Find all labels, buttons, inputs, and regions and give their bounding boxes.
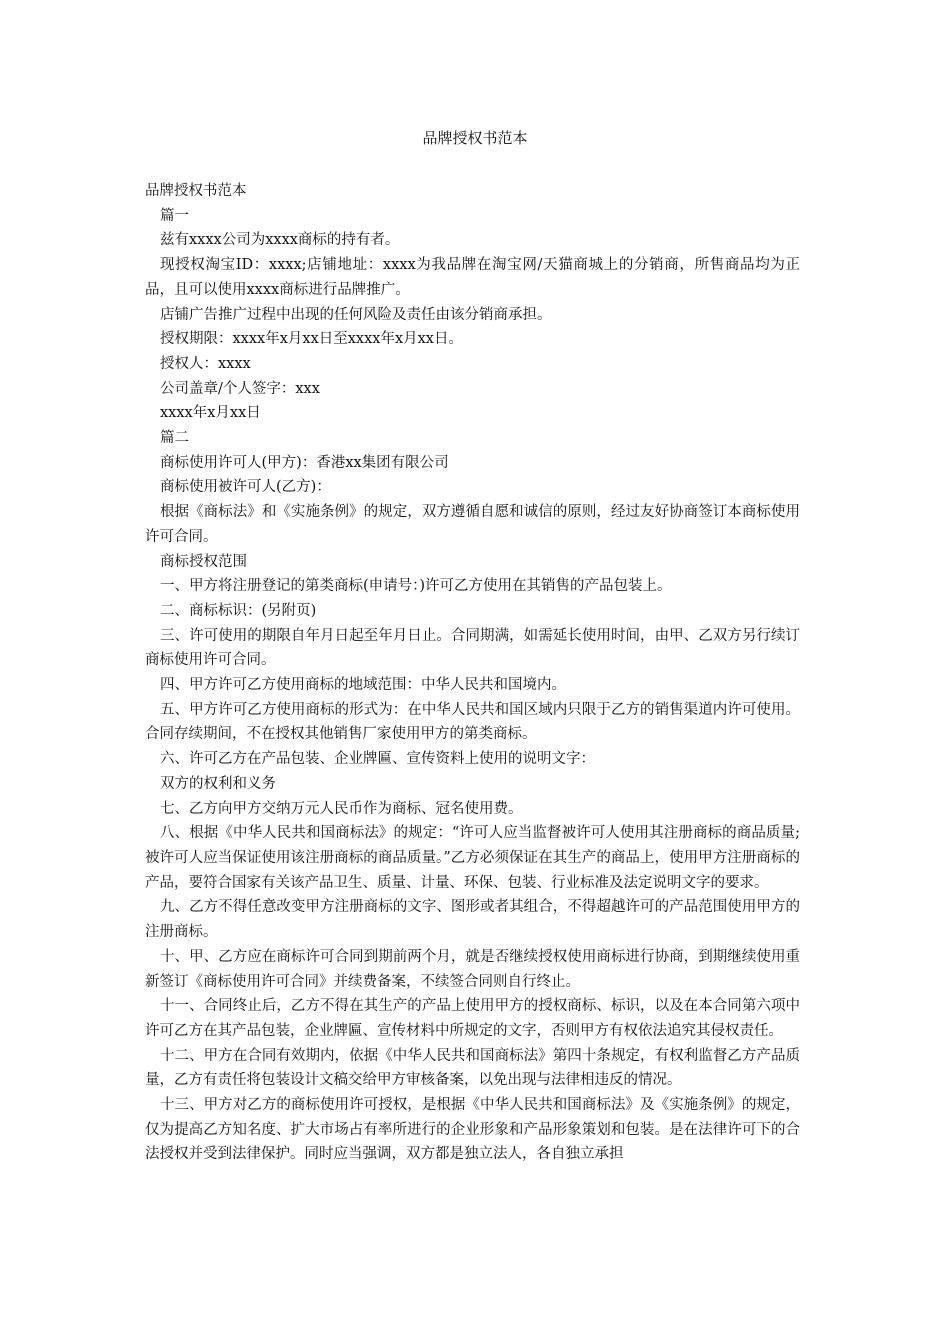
paragraph: xxxx年x月xx日: [160, 405, 261, 422]
paragraph: 商标授权范围: [160, 553, 247, 570]
paragraph: 商标使用被许可人(乙方)：: [160, 479, 331, 496]
document-body: [145, 179, 800, 1167]
paragraph: 根据《商标法》和《实施条例》的规定，双方遵循自愿和诚信的原则，经过友好协商签订本商标使用许可合同。: [145, 504, 800, 545]
paragraph: 二、商标标识：(另附页): [160, 602, 317, 619]
paragraph: 公司盖章/个人签字：xxx: [160, 380, 320, 397]
paragraph: 四、甲方许可乙方使用商标的地域范围：中华人民共和国境内。: [160, 677, 566, 694]
paragraph: 篇二: [160, 430, 189, 447]
paragraph: 现授权淘宝ID：xxxx;店铺地址：xxxx为我品牌在淘宝网/天猫商城上的分销商，所售商品均为正品，且可以使用xxxx商标进行品牌推广。: [145, 257, 800, 298]
paragraph: 六、许可乙方在产品包装、企业牌匾、宣传资料上使用的说明文字：: [160, 751, 595, 768]
paragraph: 八、根据《中华人民共和国商标法》的规定：“许可人应当监督被许可人使用其注册商标的商品质量;被许可人应当保证使用该注册商标的商品质量。”乙方必须保证在其生产的商品上，使用甲方注册商标的产品，要符合国家有关该产品卫生、质量、计量、环保、包装、行业标准及法定说明文字的要求。: [145, 825, 800, 891]
paragraph: 店铺广告推广过程中出现的任何风险及责任由该分销商承担。: [160, 306, 552, 323]
paragraph: 授权人：xxxx: [160, 355, 251, 372]
document-title: 品牌授权书范本: [422, 129, 528, 147]
paragraph: 五、甲方许可乙方使用商标的形式为：在中华人民共和国区域内只限于乙方的销售渠道内许可使用。合同存续期间，不在授权其他销售厂家使用甲方的第类商标。: [145, 701, 800, 743]
paragraph: 一、甲方将注册登记的第类商标(申请号：)许可乙方使用在其销售的产品包装上。: [160, 578, 672, 595]
paragraph: 三、许可使用的期限自年月日起至年月日止。合同期满，如需延长使用时间，由甲、乙双方另行续订商标使用许可合同。: [145, 627, 800, 669]
paragraph: 十一、合同终止后，乙方不得在其生产的产品上使用甲方的授权商标、标识，以及在本合同第六项中许可乙方在其产品包装，企业牌匾、宣传材料中所规定的文字，否则甲方有权依法追究其侵权责任。: [145, 998, 800, 1039]
section-heading: 品牌授权书范本: [145, 183, 247, 199]
paragraph: 七、乙方向甲方交纳万元人民币作为商标、冠名使用费。: [160, 800, 523, 817]
paragraph: 篇一: [160, 207, 189, 224]
paragraph: 双方的权利和义务: [160, 775, 276, 792]
paragraph: 兹有xxxx公司为xxxx商标的持有者。: [160, 232, 400, 249]
paragraph: 十三、甲方对乙方的商标使用许可授权，是根据《中华人民共和国商标法》及《实施条例》的规定，仅为提高乙方知名度、扩大市场占有率所进行的企业形象和产品形象策划和包装。是在法律许可下的合法授权并受到法律保护。同时应当强调，双方都是独立法人，各自独立承担: [145, 1097, 800, 1163]
paragraph: 九、乙方不得任意改变甲方注册商标的文字、图形或者其组合，不得超越许可的产品范围使用甲方的注册商标。: [145, 899, 800, 941]
paragraph: 十、甲、乙方应在商标许可合同到期前两个月，就是否继续授权使用商标进行协商，到期继续使用重新签订《商标使用许可合同》并续费备案，不续签合同则自行终止。: [145, 948, 800, 990]
paragraph: 授权期限：xxxx年x月xx日至xxxx年x月xx日。: [160, 331, 463, 348]
paragraph: 十二、甲方在合同有效期内，依据《中华人民共和国商标法》第四十条规定，有权利监督乙方产品质量，乙方有责任将包装设计文稿交给甲方审核备案，以免出现与法律相违反的情况。: [145, 1047, 800, 1089]
paragraph: 商标使用许可人(甲方)：香港xx集团有限公司: [160, 454, 449, 471]
